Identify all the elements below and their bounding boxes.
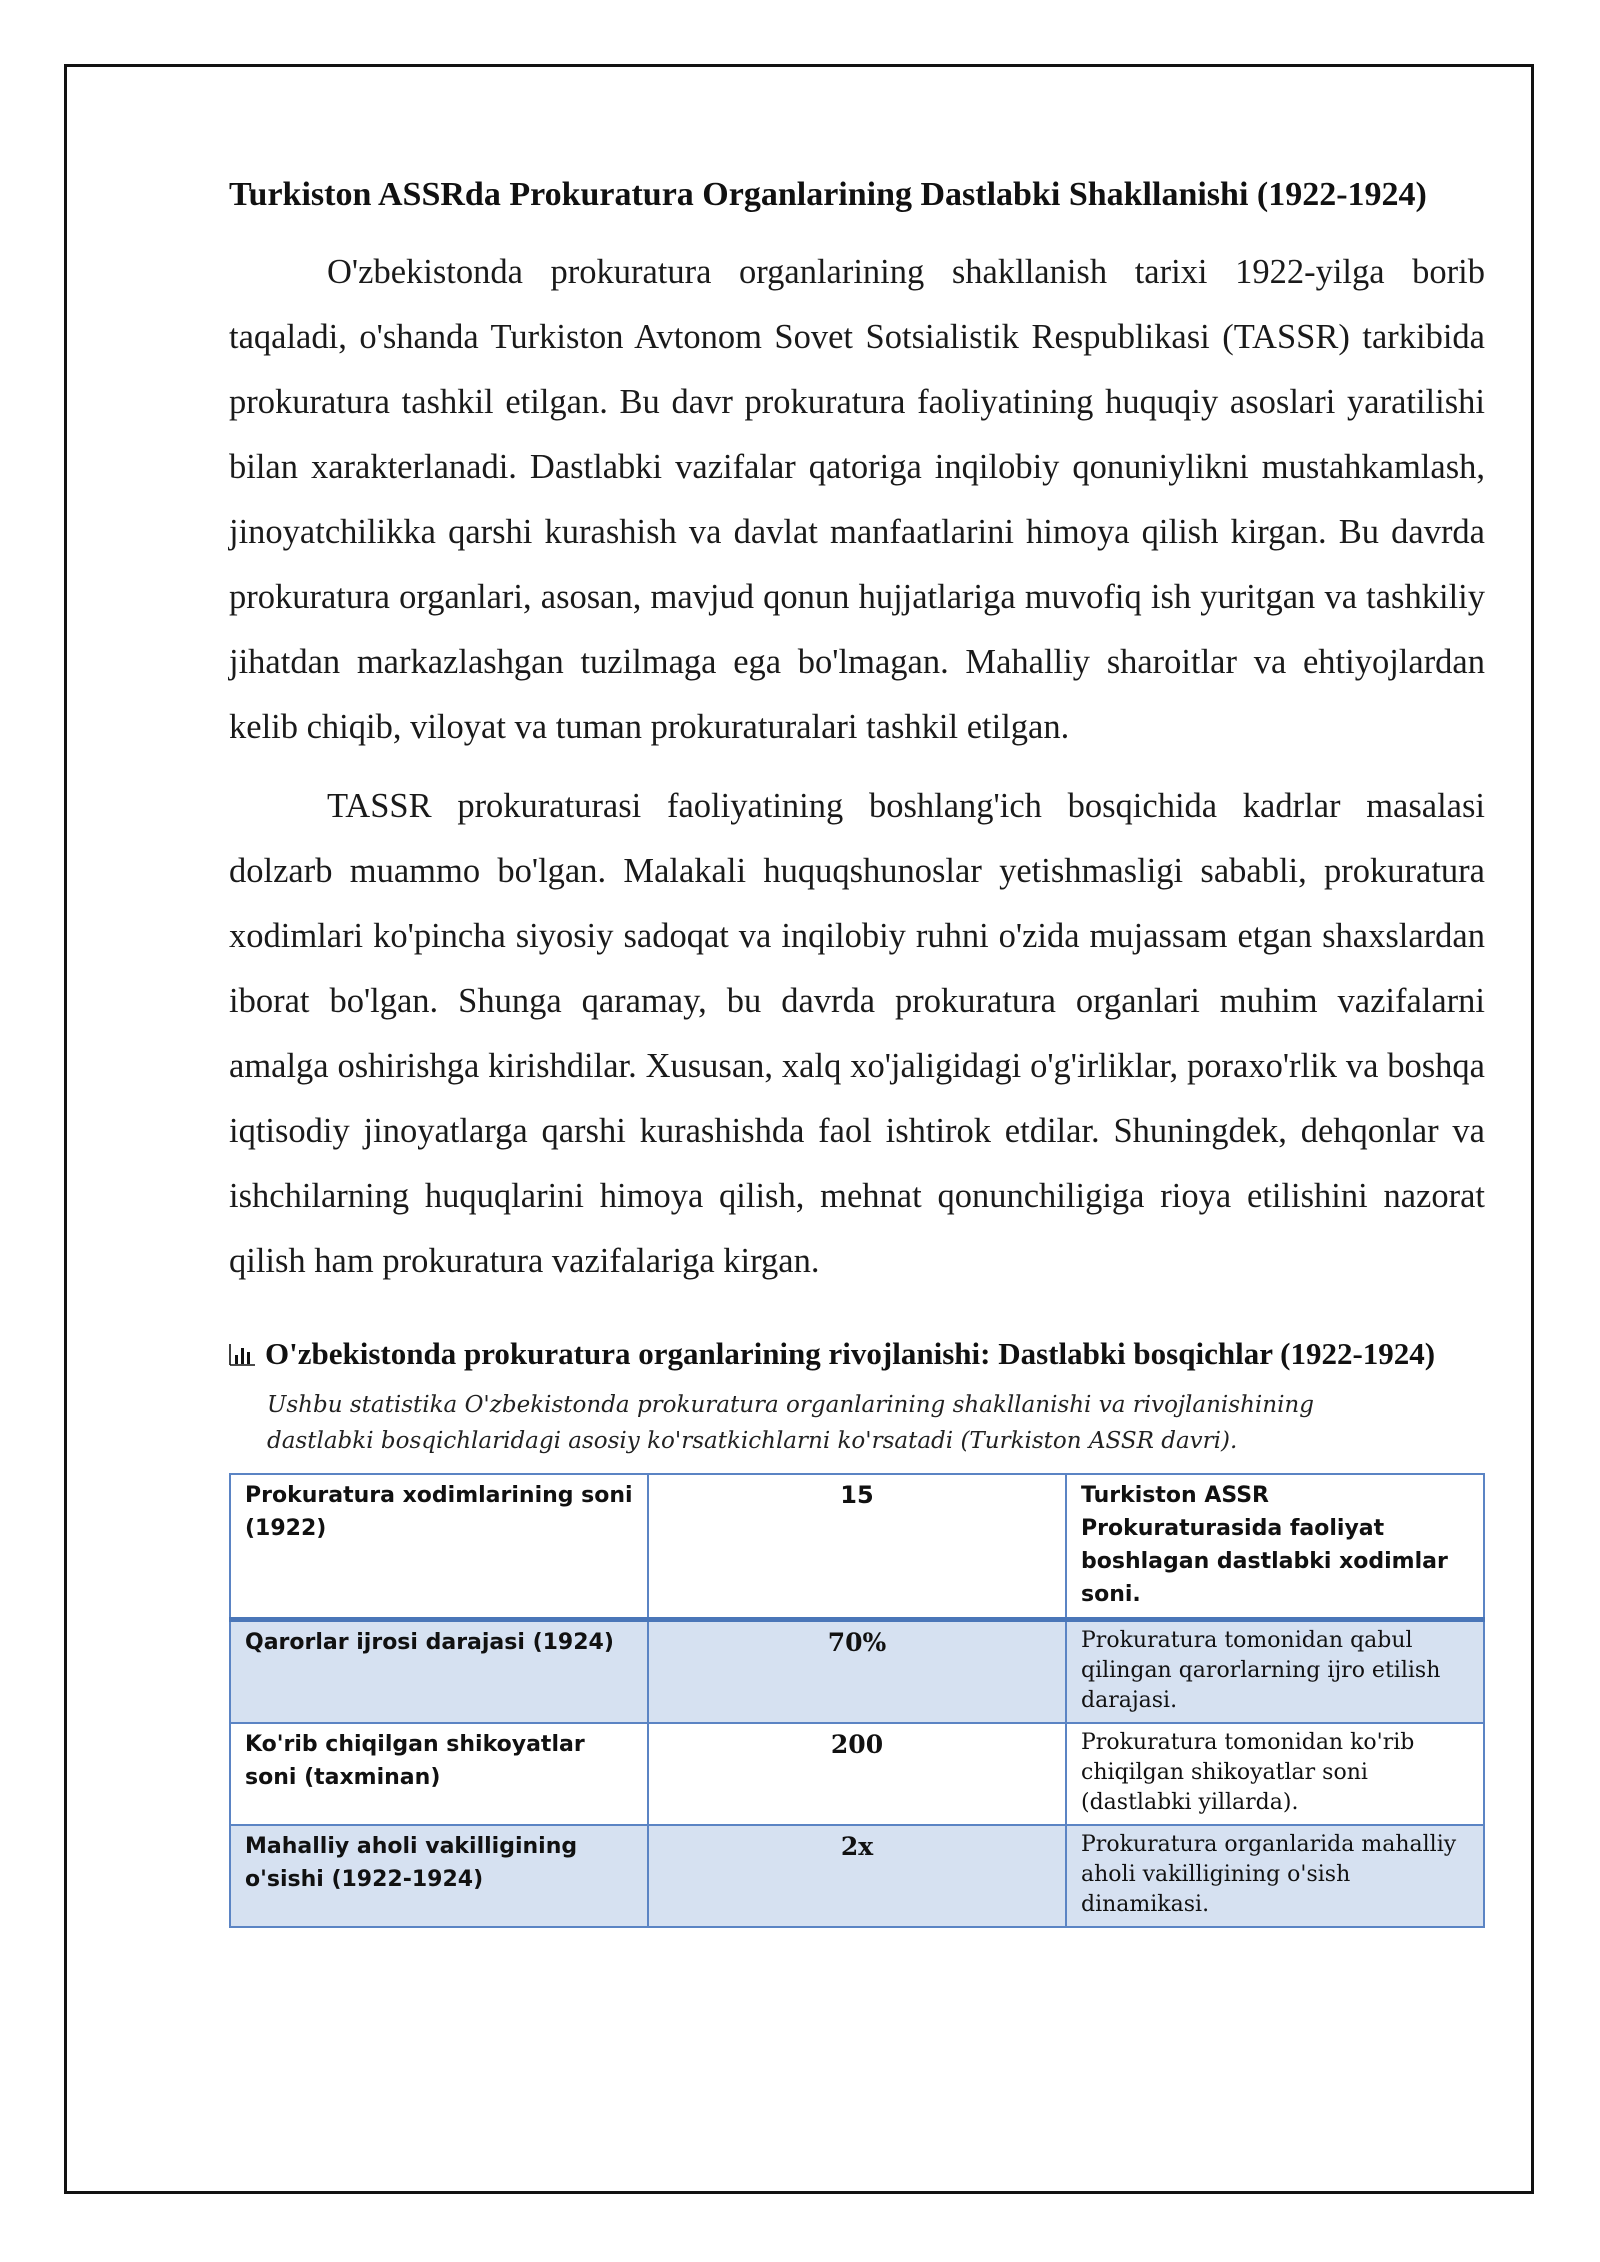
document-content (229, 170, 1485, 1928)
table-row (230, 1620, 1484, 1724)
row-label: Qarorlar ijrosi darajasi (1924) (230, 1620, 648, 1724)
body-paragraph-2: TASSR prokuraturasi faoliyatining boshlang'ich bosqichida kadrlar masalasi dolzarb muammo bo'lgan. Malakali huquqshunoslar yetishmasligi sababli, prokuratura xodimlari ko'pincha siyosiy sadoqat va inqilobiy ruhni o'zida mujassam etgan shaxslardan iborat bo'lgan. Shunga qaramay, bu davrda prokuratura organlari muhim vazifalarni amalga oshirishga kirishdilar. Xususan, xalq xo'jaligidagi o'g'irliklar, poraxo'rlik va boshqa iqtisodiy jinoyatlarga qarshi kurashishda faol ishtirok etdilar. Shuningdek, dehqonlar va ishchilarning huquqlarini himoya qilish, mehnat qonunchiligiga rioya etilishini nazorat qilish ham prokuratura vazifalariga kirgan. (229, 787, 1485, 1280)
statistics-title: O'zbekistonda prokuratura organlarining rivojlanishi: Dastlabki bosqichlar (1922-1924) (265, 1336, 1436, 1371)
row-label: Mahalliy aholi vakilligining o'sishi (1922-1924) (230, 1825, 648, 1927)
row-note: Turkiston ASSR Prokuraturasida faoliyat boshlagan dastlabki xodimlar soni. (1066, 1474, 1484, 1620)
table-row (230, 1474, 1484, 1620)
row-value: 2x (648, 1825, 1066, 1927)
document-title: Turkiston ASSRda Prokuratura Organlarining Dastlabki Shakllanishi (1922-1924) (229, 176, 1427, 213)
row-note: Prokuratura tomonidan qabul qilingan qarorlarning ijro etilish darajasi. (1066, 1620, 1484, 1724)
statistics-heading (229, 1330, 1485, 1377)
body-paragraph-1: O'zbekistonda prokuratura organlarining shakllanish tarixi 1922-yilga borib taqaladi, o'shanda Turkiston Avtonom Sovet Sotsialistik Respublikasi (TASSR) tarkibida prokuratura tashkil etilgan. Bu davr prokuratura faoliyatining huquqiy asoslari yaratilishi bilan xarakterlanadi. Dastlabki vazifalar qatoriga inqilobiy qonuniylikni mustahkamlash, jinoyatchilikka qarshi kurashish va davlat manfaatlarini himoya qilish kirgan. Bu davrda prokuratura organlari, asosan, mavjud qonun hujjatlariga muvofiq ish yuritgan va tashkiliy jihatdan markazlashgan tuzilmaga ega bo'lmagan. Mahalliy sharoitlar va ehtiyojlardan kelib chiqib, viloyat va tuman prokuraturalari tashkil etilgan. (229, 253, 1485, 746)
row-note: Prokuratura tomonidan ko'rib chiqilgan shikoyatlar soni (dastlabki yillarda). (1066, 1723, 1484, 1825)
row-value: 15 (648, 1474, 1066, 1620)
bar-chart-icon (229, 1344, 255, 1366)
row-label: Ko'rib chiqilgan shikoyatlar soni (taxminan) (230, 1723, 648, 1825)
row-label: Prokuratura xodimlarining soni (1922) (230, 1474, 648, 1620)
table-row (230, 1723, 1484, 1825)
row-value: 200 (648, 1723, 1066, 1825)
statistics-table (229, 1473, 1485, 1928)
table-row (230, 1825, 1484, 1927)
row-value: 70% (648, 1620, 1066, 1724)
statistics-description: Ushbu statistika O'zbekistonda prokuratura organlarining shakllanishi va rivojlanishining dastlabki bosqichlaridagi asosiy ko'rsatkichlarni ko'rsatadi (Turkiston ASSR davri). (267, 1392, 1314, 1454)
row-note: Prokuratura organlarida mahalliy aholi vakilligining o'sish dinamikasi. (1066, 1825, 1484, 1927)
